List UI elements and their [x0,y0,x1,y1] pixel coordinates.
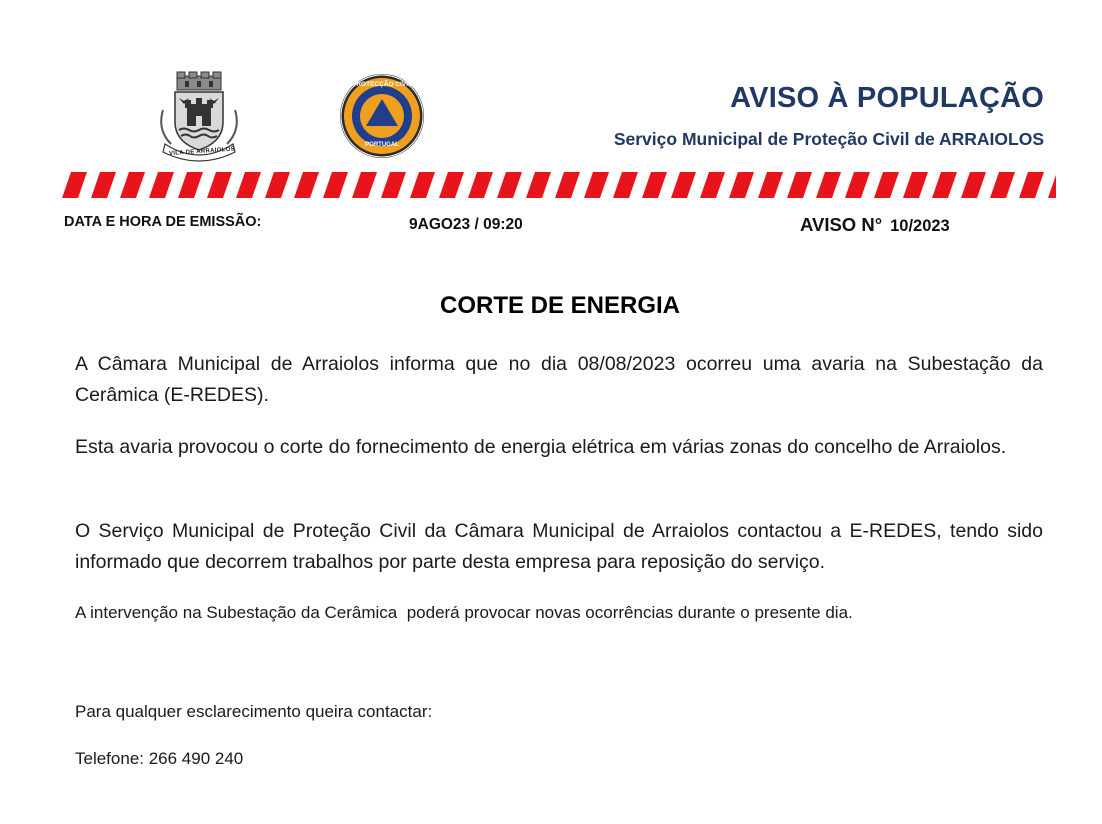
hazard-stripe-band [62,172,1056,198]
hazard-stripe [990,172,1015,198]
hazard-stripe [961,172,986,198]
emission-datetime: 9AGO23 / 09:20 [409,216,523,233]
hazard-stripe [236,172,261,198]
hazard-stripe [932,172,957,198]
hazard-stripe [816,172,841,198]
hazard-stripe [323,172,348,198]
hazard-stripe [1019,172,1044,198]
emblem-bottom-text: PORTUGAL [365,142,399,148]
protecao-civil-emblem [338,72,426,160]
notice-number-label: AVISO N° [800,214,883,235]
hazard-stripe [439,172,464,198]
hazard-stripe [642,172,667,198]
hazard-stripe [62,172,87,198]
hazard-stripe [120,172,145,198]
hazard-stripe [555,172,580,198]
hazard-stripe [265,172,290,198]
hazard-stripe [294,172,319,198]
hazard-stripe [381,172,406,198]
paragraph-2: Esta avaria provocou o corte do fornecimento de energia elétrica em várias zonas do concelho de Arraiolos. [75,436,1007,458]
notice-heading: CORTE DE ENERGIA [439,292,681,319]
hazard-stripe [671,172,696,198]
emission-label: DATA E HORA DE EMISSÃO: [64,214,262,230]
hazard-stripe [613,172,638,198]
hazard-stripe [91,172,116,198]
hazard-stripe [207,172,232,198]
emblem-top-text: PROTECÇÃO CIVIL [352,81,412,88]
hazard-stripe [729,172,754,198]
hazard-stripe [410,172,435,198]
hazard-stripe [758,172,783,198]
hazard-stripe [526,172,551,198]
hazard-stripe [352,172,377,198]
notice-number-value: 10/2023 [890,217,950,235]
service-name: Serviço Municipal de Proteção Civil de ARRAIOLOS [613,129,1044,149]
hazard-stripe [903,172,928,198]
notice-title: AVISO À POPULAÇÃO [730,82,1044,114]
hazard-stripe [700,172,725,198]
hazard-stripe [149,172,174,198]
coat-of-arms-ribbon-text: VILA DE ARRAIOLOS [168,146,236,158]
arraiolos-coat-of-arms [155,70,243,162]
hazard-stripe [787,172,812,198]
notice-number [800,214,950,236]
hazard-stripe [874,172,899,198]
hazard-stripe [845,172,870,198]
paragraph-1: A Câmara Municipal de Arraiolos informa que no dia 08/08/2023 ocorreu uma avaria na Subestação da Cerâmica (E-REDES). [75,353,1043,406]
hazard-stripe [468,172,493,198]
paragraph-3: O Serviço Municipal de Proteção Civil da Câmara Municipal de Arraiolos contactou a E-REDES, tendo sido informado que decorrem trabalhos por parte desta empresa para reposição do serviço. [75,520,1043,573]
hazard-stripe [1048,172,1056,198]
contact-phone: Telefone: 266 490 240 [75,749,244,768]
hazard-stripe [584,172,609,198]
contact-intro: Para qualquer esclarecimento queira contactar: [75,702,433,721]
paragraph-4: A intervenção na Subestação da Cerâmica poderá provocar novas ocorrências durante o presente dia. [75,603,853,622]
hazard-stripe [178,172,203,198]
hazard-stripe [497,172,522,198]
